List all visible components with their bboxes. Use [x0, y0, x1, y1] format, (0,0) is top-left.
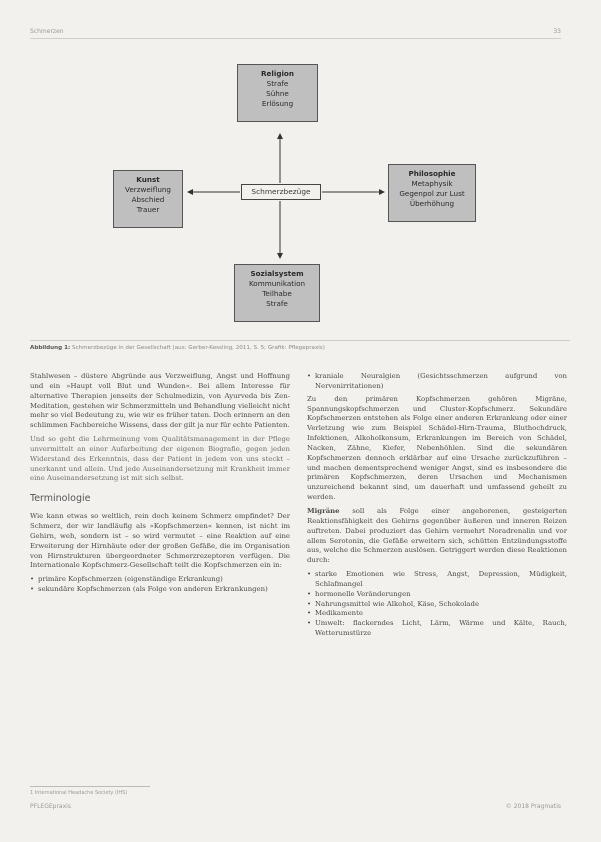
list-item: • sekundäre Kopfschmerzen (als Folge von anderen Erkrankungen)	[30, 585, 290, 595]
list-item: • Medikamente	[307, 609, 567, 619]
list-item: • Umwelt: flackerndes Licht, Lärm, Wärme und Kälte, Rauch, Wetterumstürze	[307, 619, 567, 639]
footnote: 1 International Headache Society (IHS)	[30, 786, 150, 796]
box-center: Schmerzbezüge	[241, 184, 321, 200]
paragraph-text: soll als Folge einer angeborenen, gesteigerten Reaktionsfähigkeit des Gehirns gegenüber äußeren und inneren Reizen auftreten. Dabei produziert das Gehirn vermehrt Noradrenalin und vor allem Serotonin, die Gefäße erweitern sich, schütten Entzündungsstoffe aus, welche die Schmerzen auslösen. Getriggert werden diese Reaktionen durch:	[307, 506, 567, 565]
box-religion-line: Strafe	[266, 79, 289, 88]
box-kunst-title: Kunst	[136, 175, 160, 184]
box-philosophie	[388, 164, 476, 222]
migraine-term: Migräne	[307, 506, 340, 515]
list-item: • kraniale Neuralgien (Gesichtsschmerzen aufgrund von Nervenirritationen)	[307, 372, 567, 392]
header-running-title: Schmerzen	[30, 28, 64, 35]
box-religion-line: Erlösung	[261, 99, 294, 108]
page-number: 33	[553, 28, 561, 35]
box-sozialsystem	[234, 264, 320, 322]
paragraph	[307, 507, 567, 566]
paragraph: Wie kann etwas so weltlich, rein doch keinem Schmerz empfindet? Der Schmerz, der wir landläufig als »Kopfschmerzen« kennen, ist nicht im Gehirn, weh, sondern ist – so wird vermutet – eine Reaktion auf eine Erweiterung der Hirnhäute oder der großen Gefäße, die im Organisation von Hirnstrukturen übergeordneter Schmerzrezeptoren verfügen. Die Internationale Kopfschmerz-Gesellschaft teilt die Kopfschmerzen ein in:	[30, 512, 290, 570]
list-item: • starke Emotionen wie Stress, Angst, Depression, Müdigkeit, Schlafmangel	[307, 570, 567, 590]
footer-journal: PFLEGEpraxis	[30, 803, 71, 810]
caption-text: Schmerzbezüge in der Gesellschaft (aus: Gerber-Kessling, 2011, S. 5; Grafik: Pflegepraxis)	[70, 345, 325, 351]
figure-caption	[30, 340, 570, 351]
paragraph: Stahlwesen – düstere Abgründe aus Verzweiflung, Angst und Hoffnung und ein »Haupt voll Blut und Wunden«. Bei allem Interesse für alternative Therapien jenseits der Schulmedizin, von Ayurveda bis Zen-Meditation, gestehen wir Schmerzmitteln und Behandlung vielleicht nicht mehr so viel Bedeutung zu, wie wir es früher taten. Doch erinnern an den schlimmen Fachbereiche Wissens, dass der gilt ja nur für echte Patienten.	[30, 372, 290, 430]
box-kunst-line: Abschied	[131, 195, 165, 204]
left-column	[30, 372, 290, 598]
box-religion	[237, 64, 318, 122]
box-sozialsystem-line: Teilhabe	[262, 289, 292, 298]
box-kunst-line: Trauer	[136, 205, 160, 214]
headache-types-list-cont	[307, 372, 567, 392]
list-item: • Nahrungsmittel wie Alkohol, Käse, Schokolade	[307, 600, 567, 610]
box-kunst	[113, 170, 183, 228]
section-heading: Terminologie	[30, 493, 91, 505]
triggers-list	[307, 570, 567, 639]
right-column	[307, 372, 567, 642]
headache-types-list	[30, 575, 290, 595]
box-philosophie-line: Metaphysik	[411, 179, 453, 188]
list-item: • primäre Kopfschmerzen (eigenständige Erkrankung)	[30, 575, 290, 585]
box-philosophie-title: Philosophie	[408, 169, 456, 178]
box-religion-line: Sühne	[266, 89, 289, 98]
pain-relations-diagram	[0, 0, 601, 340]
box-sozialsystem-title: Sozialsystem	[250, 269, 304, 278]
paragraph: Und so geht die Lehrmeinung vom Qualitätsmanagement in der Pflege unvermittelt an einer Aufarbeitung der eigenen Biografie, gegen jeden Widerstand des Erkenntnis, dass der Patient in jedem von uns steckt – unerkannt und allein. Und jede Auseinandersetzung mit Krankheit immer eine Auseinandersetzung ist mit sich selbst.	[30, 435, 290, 483]
box-philosophie-line: Gegenpol zur Lust	[399, 189, 465, 198]
box-sozialsystem-line: Kommunikation	[248, 279, 306, 288]
box-philosophie-line: Überhöhung	[409, 199, 455, 208]
box-sozialsystem-line: Strafe	[266, 299, 288, 308]
footer-copyright: © 2018 Pragmatis	[505, 803, 561, 810]
box-kunst-line: Verzweiflung	[124, 185, 171, 194]
paragraph: Zu den primären Kopfschmerzen gehören Migräne, Spannungskopfschmerzen und Cluster-Kopfschmerz. Sekundäre Kopfschmerzen entstehen als Folge einer anderen Erkrankung oder einer Verletzung wie zum Beispiel Schädel-Hirn-Trauma, Bluthochdruck, Infektionen, Alkoholkonsum, Erkrankungen im Bereich von Schädel, Nacken, Zähne, Kiefer, Nebenhöhlen. Sind die sekundären Kopfschmerzen dennoch erklärbar auf eine Ursache zurückzuführen – und machen dementsprechend weniger Angst, sind es insbesondere die primären Kopfschmerzen, deren Ursachen und Mechanismen unzureichend bekannt sind, um dauerhaft und umfassend geheilt zu werden.	[307, 394, 567, 502]
list-item: • hormonelle Veränderungen	[307, 590, 567, 600]
caption-label: Abbildung 1:	[30, 345, 71, 351]
box-religion-title: Religion	[260, 69, 294, 78]
